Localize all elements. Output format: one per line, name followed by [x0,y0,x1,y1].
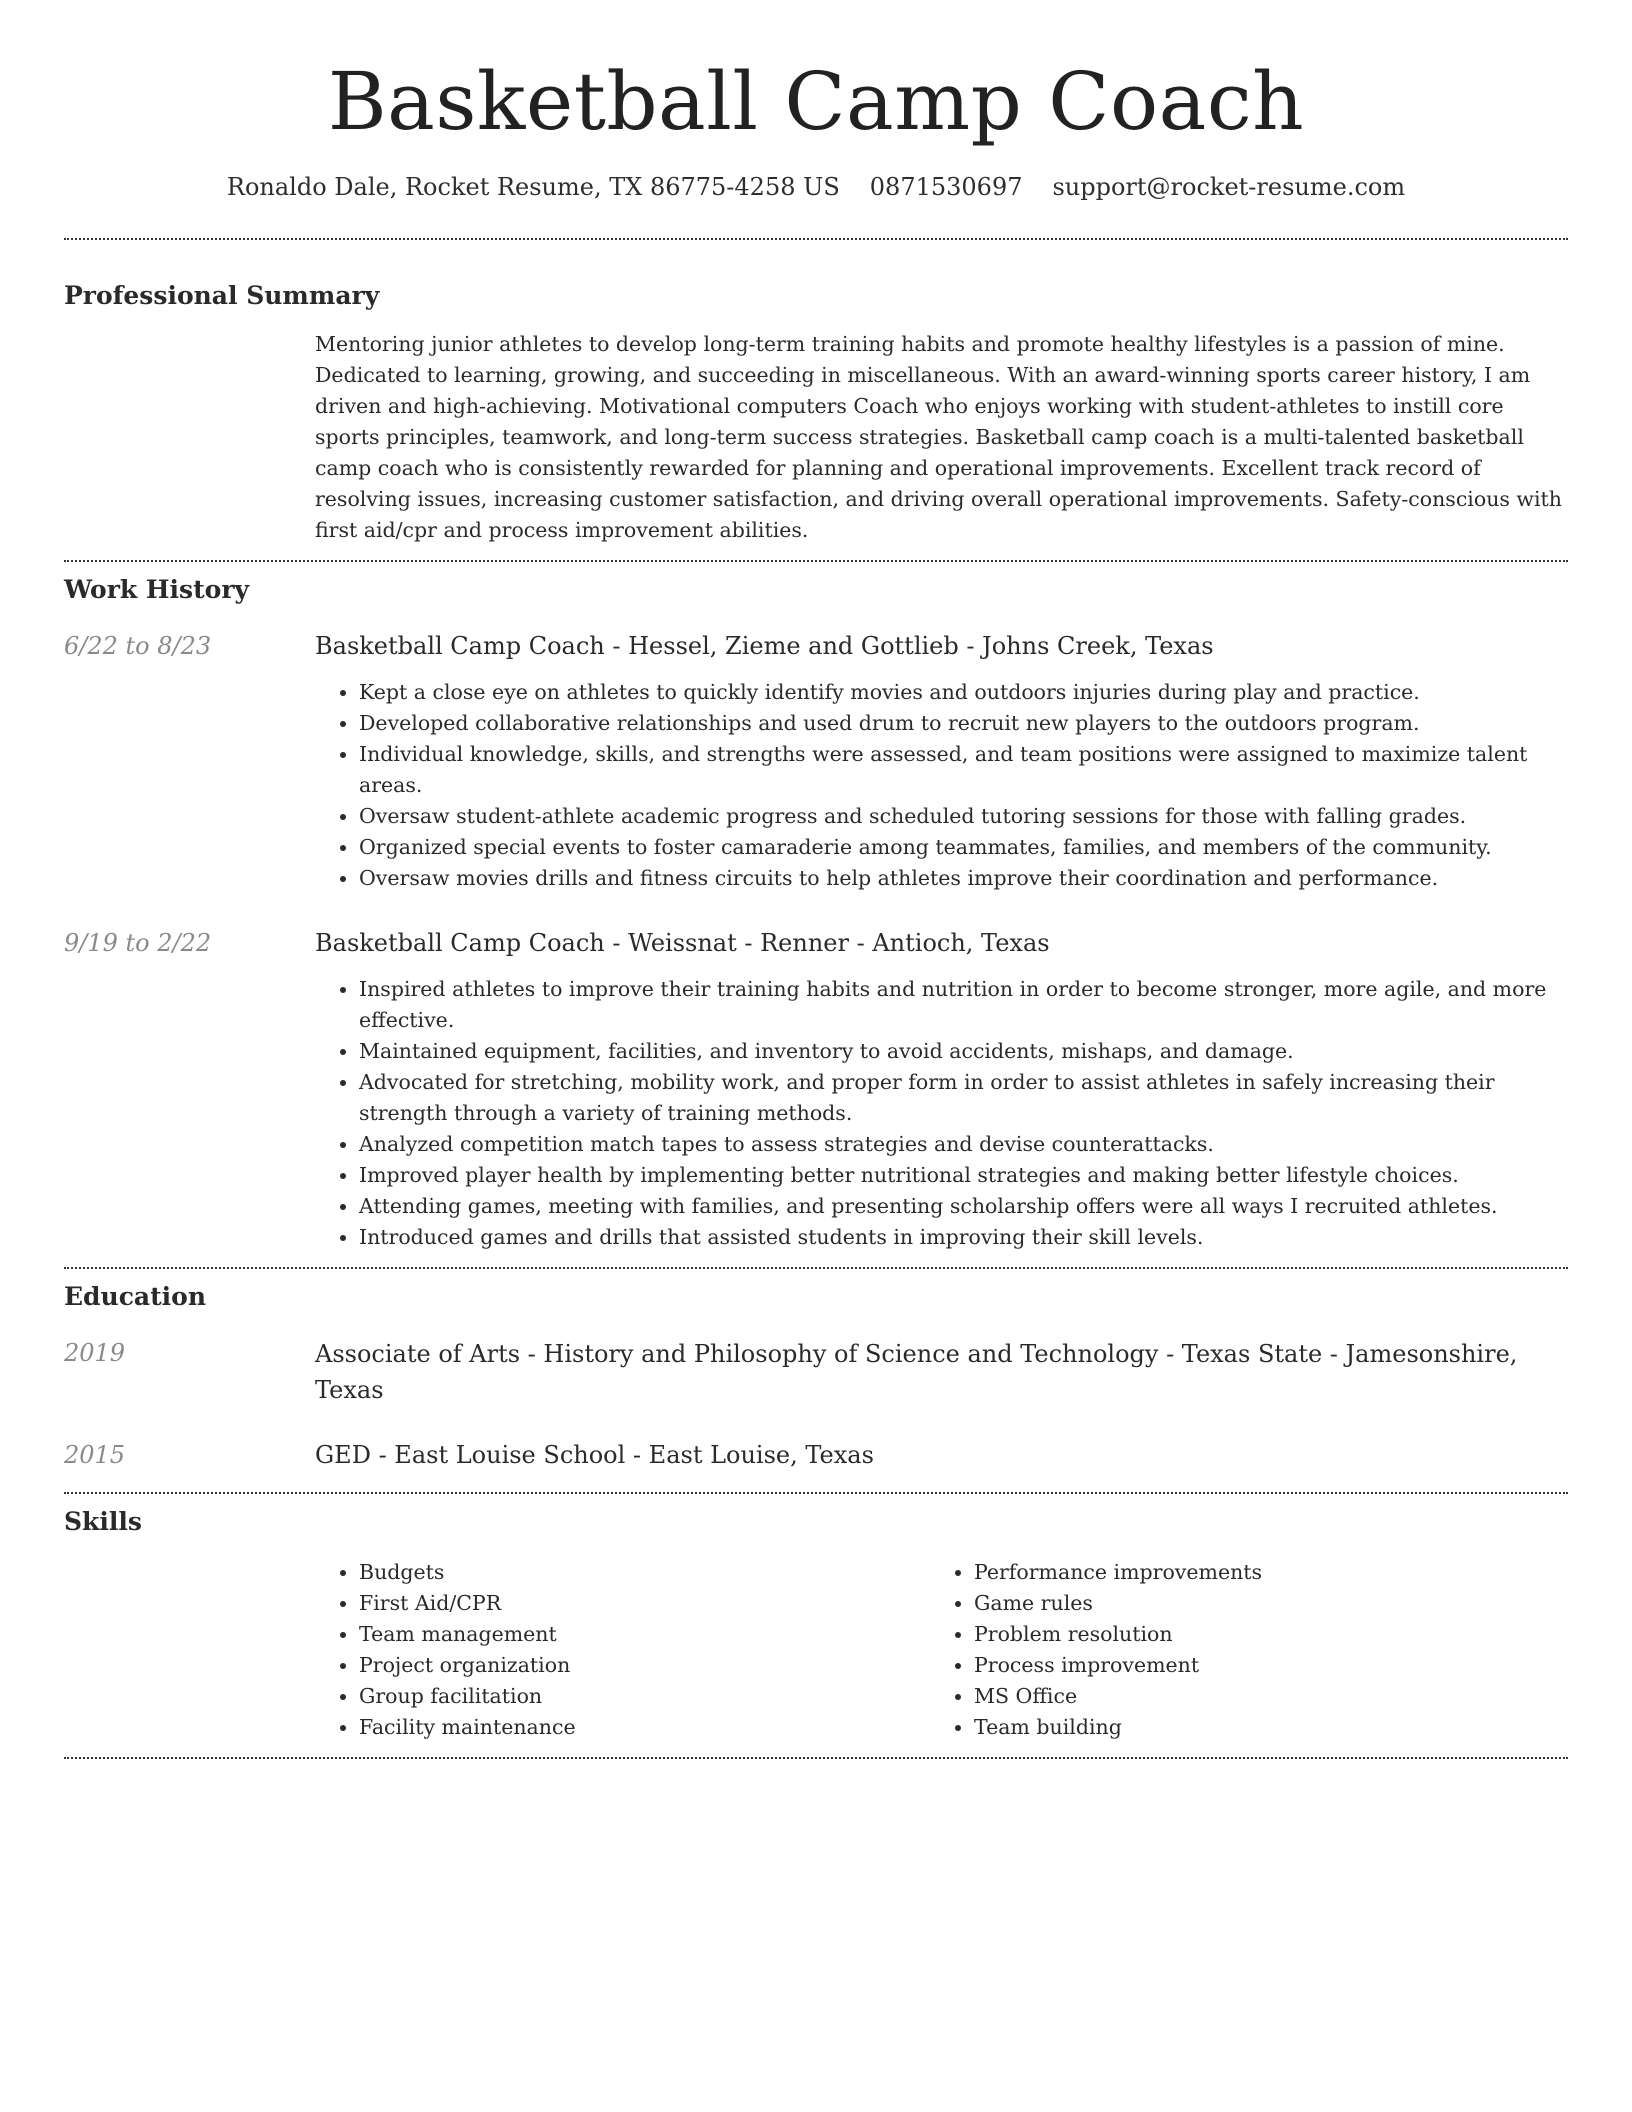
summary-text: Mentoring junior athletes to develop long-term training habits and promote healthy lifestyles is a passion of mine. Dedicated to learning, growing, and succeeding in miscellaneous. With an award-winning sports career history, I am driven and high-achieving. Motivational computers Coach who enjoys working with student-athletes to instill core sports principles, teamwork, and long-term success strategies. Basketball camp coach is a multi-talented basketball camp coach who is consistently rewarded for planning and operational improvements. Excellent track record of resolving issues, increasing customer satisfaction, and driving overall operational improvements. Safety-conscious with first aid/cpr and process improvement abilities. [315,332,1562,542]
skill-item: • Game rules [974,1588,1545,1619]
skill-item: • Facility maintenance [359,1712,930,1743]
list-item: • Kept a close eye on athletes to quickly identify movies and outdoors injuries during play and practice. [359,677,1568,708]
education-title: GED - East Louise School - East Louise, Texas [315,1441,874,1469]
list-item: • Inspired athletes to improve their training habits and nutrition in order to become stronger, more agile, and more effective. [359,974,1568,1036]
skills-list-left [315,1557,930,1743]
skill-item: • Team management [359,1619,930,1650]
skill-item: • Performance improvements [974,1557,1545,1588]
section-title-work-history: Work History [64,575,250,604]
education-title: Associate of Arts - History and Philosophy of Science and Technology - Texas State - Jamesonshire, Texas [315,1340,1518,1404]
job-bullet-list [315,974,1568,1253]
education-year: 2015 [64,1441,126,1469]
job-dates: 9/19 to 2/22 [64,929,212,957]
skills-columns [315,1557,1568,1743]
divider [64,1757,1568,1759]
list-item: • Improved player health by implementing better nutritional strategies and making better lifestyle choices. [359,1160,1568,1191]
contact-address: Ronaldo Dale, Rocket Resume, TX 86775-4258 US [226,173,840,201]
education-entry [64,1438,1568,1472]
skills-row [64,1557,1568,1743]
divider [64,1492,1568,1494]
list-item: • Individual knowledge, skills, and strengths were assessed, and team positions were assigned to maximize talent areas. [359,739,1568,801]
list-item: • Oversaw movies drills and fitness circuits to help athletes improve their coordination and performance. [359,863,1568,894]
list-item: • Maintained equipment, facilities, and inventory to avoid accidents, mishaps, and damage. [359,1036,1568,1067]
skill-item: • Project organization [359,1650,930,1681]
summary-body [315,329,1568,546]
summary-spacer [64,329,315,546]
divider [64,560,1568,562]
contact-email: support@rocket-resume.com [1052,173,1406,201]
divider [64,1267,1568,1269]
contact-line [64,170,1568,204]
skill-item: • Process improvement [974,1650,1545,1681]
list-item: • Analyzed competition match tapes to assess strategies and devise counterattacks. [359,1129,1568,1160]
skills-list-right [930,1557,1545,1743]
education-year: 2019 [64,1339,126,1367]
job-title: Basketball Camp Coach - Weissnat - Renner - Antioch, Texas [315,929,1050,957]
list-item: • Developed collaborative relationships and used drum to recruit new players to the outdoors program. [359,708,1568,739]
list-item: • Attending games, meeting with families, and presenting scholarship offers were all ways I recruited athletes. [359,1191,1568,1222]
list-item: • Organized special events to foster camaraderie among teammates, families, and members of the community. [359,832,1568,863]
education-entry [64,1336,1568,1408]
list-item: • Introduced games and drills that assisted students in improving their skill levels. [359,1222,1568,1253]
job-bullets-row [64,974,1568,1253]
job-dates: 6/22 to 8/23 [64,632,212,660]
job-bullet-list [315,677,1568,894]
job-entry [64,926,1568,960]
resume-page [64,0,1568,1759]
section-title-skills: Skills [64,1507,142,1536]
section-title-education: Education [64,1282,207,1311]
skill-item: • Team building [974,1712,1545,1743]
job-bullets-row [64,677,1568,894]
skill-item: • Problem resolution [974,1619,1545,1650]
skill-item: • First Aid/CPR [359,1588,930,1619]
summary-row [64,329,1568,546]
divider [64,238,1568,240]
skill-item: • MS Office [974,1681,1545,1712]
section-title-summary: Professional Summary [64,281,380,310]
resume-name: Basketball Camp Coach [327,55,1305,148]
skill-item: • Group facilitation [359,1681,930,1712]
skill-item: • Budgets [359,1557,930,1588]
job-title: Basketball Camp Coach - Hessel, Zieme and Gottlieb - Johns Creek, Texas [315,632,1214,660]
job-entry [64,629,1568,663]
list-item: • Oversaw student-athlete academic progress and scheduled tutoring sessions for those with falling grades. [359,801,1568,832]
list-item: • Advocated for stretching, mobility work, and proper form in order to assist athletes in safely increasing their strength through a variety of training methods. [359,1067,1568,1129]
contact-phone: 0871530697 [869,173,1023,201]
